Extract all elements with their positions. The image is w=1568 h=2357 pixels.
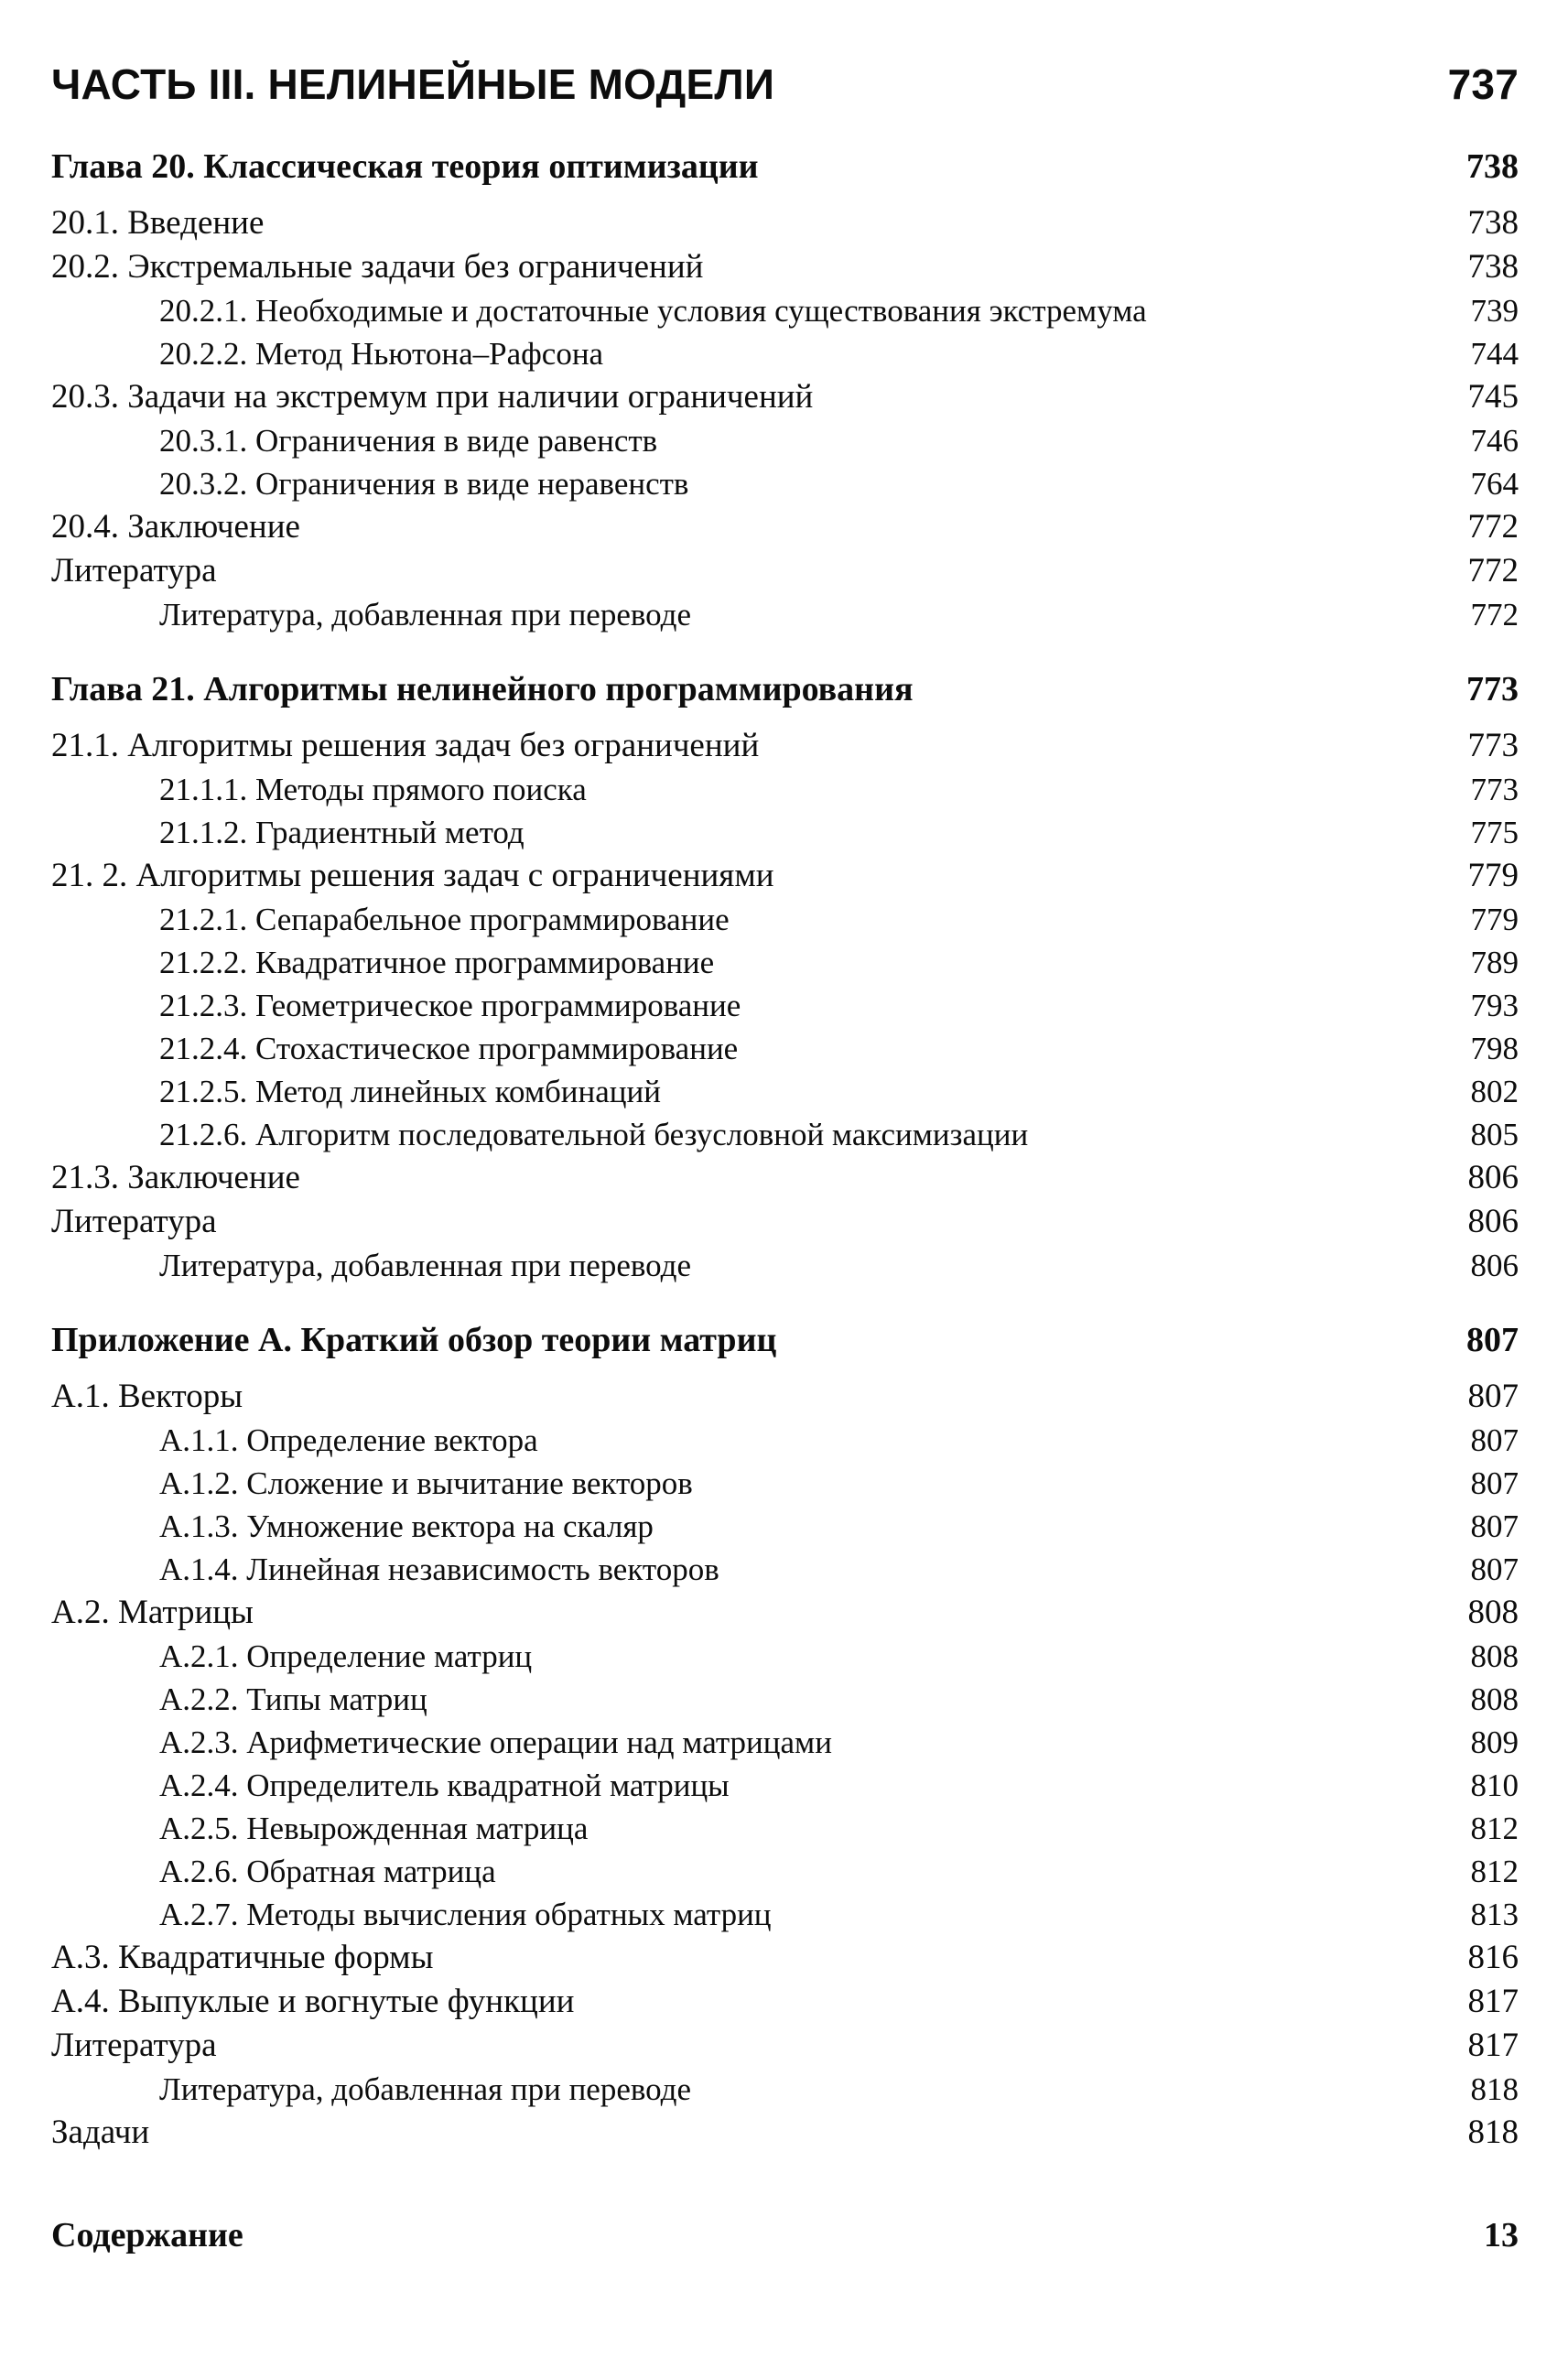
entry-title: 20.2.1. Необходимые и достаточные условия существования экстремума — [159, 293, 1147, 329]
toc-subsection-entry — [51, 1764, 1519, 1807]
entry-title: 20.3. Задачи на экстремум при наличии ограничений — [51, 378, 814, 416]
entry-title: А.2.5. Невырожденная матрица — [159, 1811, 589, 1846]
part-page-number: 737 — [1447, 60, 1519, 108]
entry-page-number: 773 — [1470, 772, 1519, 807]
toc-subsection-entry — [51, 1505, 1519, 1548]
toc-subsection-entry — [51, 1113, 1519, 1156]
entry-title: Задачи — [51, 2114, 150, 2151]
toc-section-entry — [51, 854, 1519, 898]
toc-section-entry — [51, 2024, 1519, 2068]
entry-page-number: 808 — [1470, 1638, 1519, 1674]
entry-page-number: 805 — [1470, 1117, 1519, 1152]
entry-title: А.1.2. Сложение и вычитание векторов — [159, 1465, 693, 1501]
chapter-page-number: 773 — [1466, 670, 1519, 708]
entry-page-number: 738 — [1467, 248, 1519, 286]
entry-page-number: 812 — [1470, 1811, 1519, 1846]
entry-title: А.2.6. Обратная матрица — [159, 1854, 496, 1889]
toc-subsection-entry — [51, 1721, 1519, 1764]
entry-page-number: 802 — [1470, 1074, 1519, 1109]
entry-title: А.2.2. Типы матриц — [159, 1681, 427, 1717]
entry-title: А.2.1. Определение матриц — [159, 1638, 533, 1674]
entry-page-number: 810 — [1470, 1768, 1519, 1803]
toc-subsection-entry — [51, 984, 1519, 1027]
entry-page-number: 807 — [1470, 1552, 1519, 1587]
toc-section-entry — [51, 2111, 1519, 2155]
toc-subsection-entry — [51, 1548, 1519, 1591]
entry-page-number: 808 — [1470, 1681, 1519, 1717]
entry-page-number: 806 — [1470, 1248, 1519, 1283]
toc-list — [51, 145, 1519, 2155]
entry-title: 20.2. Экстремальные задачи без ограничений — [51, 248, 704, 286]
chapter-title: Глава 20. Классическая теория оптимизации — [51, 147, 759, 186]
footer-title: Содержание — [51, 2216, 243, 2254]
toc-subsection-entry — [51, 462, 1519, 505]
toc-section-entry — [51, 201, 1519, 245]
toc-section-entry — [51, 245, 1519, 289]
entry-page-number: 806 — [1467, 1203, 1519, 1240]
entry-page-number: 818 — [1467, 2114, 1519, 2151]
entry-page-number: 806 — [1467, 1159, 1519, 1196]
toc-section-entry — [51, 1200, 1519, 1244]
entry-title: 21.1. Алгоритмы решения задач без ограничений — [51, 727, 760, 764]
toc-subsection-entry — [51, 768, 1519, 811]
entry-page-number: 816 — [1467, 1939, 1519, 1976]
entry-title: А.1.1. Определение вектора — [159, 1422, 538, 1458]
chapter-title: Приложение А. Краткий обзор теории матриц — [51, 1321, 777, 1359]
entry-page-number: 744 — [1470, 336, 1519, 372]
chapter-heading — [51, 667, 1519, 715]
entry-page-number: 746 — [1470, 423, 1519, 459]
entry-page-number: 789 — [1470, 945, 1519, 980]
entry-page-number: 798 — [1470, 1031, 1519, 1066]
entry-page-number: 773 — [1467, 727, 1519, 764]
part-heading — [51, 57, 1519, 145]
entry-title: А.1. Векторы — [51, 1378, 243, 1415]
entry-title: 21.2.5. Метод линейных комбинаций — [159, 1074, 661, 1109]
entry-title: А.2.7. Методы вычисления обратных матриц — [159, 1897, 772, 1932]
part-title: ЧАСТЬ III. НЕЛИНЕЙНЫЕ МОДЕЛИ — [51, 60, 775, 108]
toc-subsection-entry — [51, 1462, 1519, 1505]
entry-title: Литература — [51, 1203, 217, 1240]
entry-page-number: 812 — [1470, 1854, 1519, 1889]
toc-subsection-entry — [51, 2068, 1519, 2111]
toc-subsection-entry — [51, 593, 1519, 636]
running-footer — [51, 2213, 1519, 2257]
entry-title: Литература, добавленная при переводе — [159, 1248, 691, 1283]
toc-subsection-entry — [51, 1678, 1519, 1721]
toc-subsection-entry — [51, 1244, 1519, 1287]
toc-section-entry — [51, 549, 1519, 593]
entry-title: 21.3. Заключение — [51, 1159, 300, 1196]
toc-subsection-entry — [51, 941, 1519, 984]
entry-title: 20.3.1. Ограничения в виде равенств — [159, 423, 658, 459]
entry-page-number: 738 — [1467, 204, 1519, 242]
toc-section-entry — [51, 375, 1519, 419]
entry-title: 21. 2. Алгоритмы решения задач с ограничениями — [51, 857, 774, 894]
entry-title: 20.1. Введение — [51, 204, 265, 242]
entry-title: Литература — [51, 552, 217, 589]
entry-page-number: 775 — [1470, 815, 1519, 850]
toc-subsection-entry — [51, 289, 1519, 332]
toc-subsection-entry — [51, 1807, 1519, 1850]
toc-section-entry — [51, 1936, 1519, 1980]
entry-page-number: 807 — [1470, 1508, 1519, 1544]
toc-subsection-entry — [51, 332, 1519, 375]
entry-title: Литература — [51, 2027, 217, 2064]
toc-section-entry — [51, 1591, 1519, 1635]
footer-page-number: 13 — [1484, 2216, 1519, 2254]
entry-title: 21.2.6. Алгоритм последовательной безусловной максимизации — [159, 1117, 1029, 1152]
entry-page-number: 808 — [1467, 1594, 1519, 1631]
toc-section-entry — [51, 505, 1519, 549]
toc-subsection-entry — [51, 811, 1519, 854]
toc-subsection-entry — [51, 1070, 1519, 1113]
entry-page-number: 772 — [1467, 552, 1519, 589]
entry-page-number: 807 — [1470, 1422, 1519, 1458]
entry-title: 21.2.2. Квадратичное программирование — [159, 945, 715, 980]
entry-page-number: 739 — [1470, 293, 1519, 329]
entry-title: А.2.4. Определитель квадратной матрицы — [159, 1768, 730, 1803]
toc-section-entry — [51, 1156, 1519, 1200]
entry-title: 21.2.4. Стохастическое программирование — [159, 1031, 739, 1066]
toc-section-entry — [51, 1375, 1519, 1419]
entry-page-number: 772 — [1470, 597, 1519, 632]
chapter-title: Глава 21. Алгоритмы нелинейного программирования — [51, 670, 914, 708]
entry-title: А.2.3. Арифметические операции над матрицами — [159, 1725, 832, 1760]
entry-title: А.1.4. Линейная независимость векторов — [159, 1552, 719, 1587]
entry-page-number: 779 — [1467, 857, 1519, 894]
entry-title: А.1.3. Умножение вектора на скаляр — [159, 1508, 654, 1544]
entry-page-number: 809 — [1470, 1725, 1519, 1760]
entry-title: 21.1.2. Градиентный метод — [159, 815, 524, 850]
toc-section-entry — [51, 1980, 1519, 2024]
toc-subsection-entry — [51, 1419, 1519, 1462]
entry-title: А.4. Выпуклые и вогнутые функции — [51, 1983, 575, 2020]
toc-subsection-entry — [51, 1850, 1519, 1893]
entry-page-number: 793 — [1470, 988, 1519, 1023]
entry-title: 20.3.2. Ограничения в виде неравенств — [159, 466, 689, 502]
entry-page-number: 807 — [1467, 1378, 1519, 1415]
entry-title: А.3. Квадратичные формы — [51, 1939, 434, 1976]
entry-title: А.2. Матрицы — [51, 1594, 254, 1631]
toc-subsection-entry — [51, 419, 1519, 462]
toc-subsection-entry — [51, 1027, 1519, 1070]
entry-title: 20.2.2. Метод Ньютона–Рафсона — [159, 336, 604, 372]
entry-page-number: 745 — [1467, 378, 1519, 416]
entry-title: 21.1.1. Методы прямого поиска — [159, 772, 587, 807]
entry-title: 21.2.3. Геометрическое программирование — [159, 988, 741, 1023]
toc-subsection-entry — [51, 898, 1519, 941]
chapter-page-number: 807 — [1466, 1321, 1519, 1359]
entry-page-number: 772 — [1467, 508, 1519, 546]
entry-page-number: 807 — [1470, 1465, 1519, 1501]
entry-title: 20.4. Заключение — [51, 508, 300, 546]
entry-page-number: 779 — [1470, 902, 1519, 937]
toc-subsection-entry — [51, 1893, 1519, 1936]
toc-section-entry — [51, 724, 1519, 768]
entry-page-number: 764 — [1470, 466, 1519, 502]
toc-subsection-entry — [51, 1635, 1519, 1678]
chapter-heading — [51, 145, 1519, 192]
chapter-page-number: 738 — [1466, 147, 1519, 186]
entry-page-number: 813 — [1470, 1897, 1519, 1932]
entry-page-number: 818 — [1470, 2071, 1519, 2107]
entry-title: 21.2.1. Сепарабельное программирование — [159, 902, 730, 937]
entry-title: Литература, добавленная при переводе — [159, 2071, 691, 2107]
chapter-heading — [51, 1318, 1519, 1366]
entry-page-number: 817 — [1467, 2027, 1519, 2064]
entry-page-number: 817 — [1467, 1983, 1519, 2020]
toc-page — [51, 57, 1519, 2155]
entry-title: Литература, добавленная при переводе — [159, 597, 691, 632]
